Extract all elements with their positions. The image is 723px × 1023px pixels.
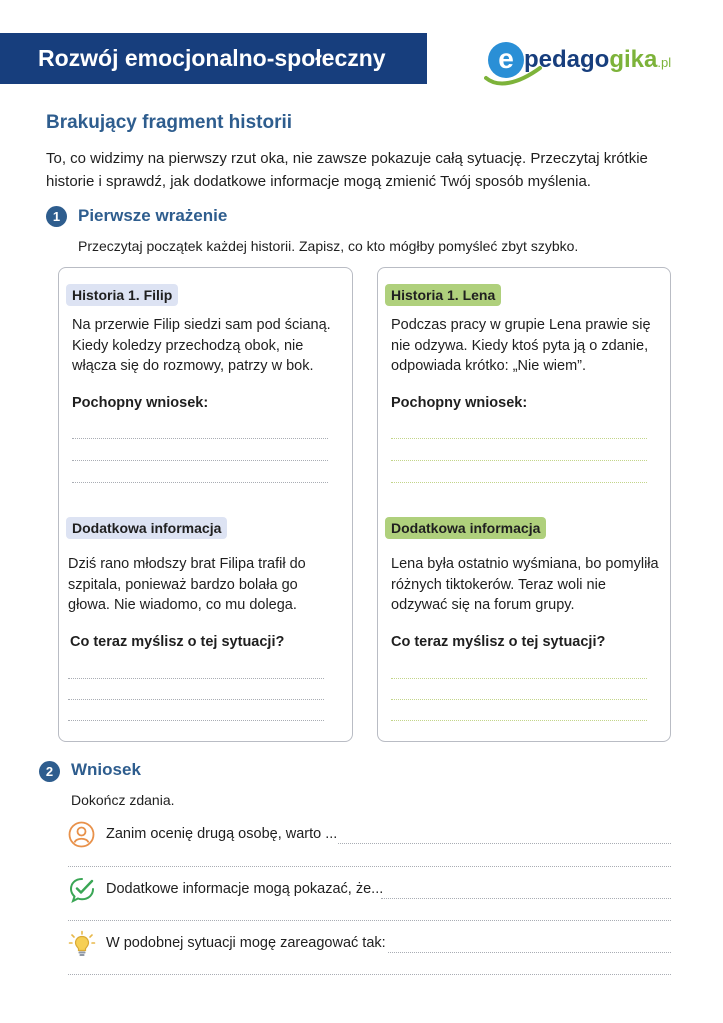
worksheet-title: Brakujący fragment historii [46, 112, 293, 133]
answer-line[interactable] [391, 460, 647, 461]
info-text: Dziś rano młodszy brat Filipa trafił do szpitala, ponieważ bardzo bolała go głowa. Nie wiadomo, co mu dolega. [68, 556, 306, 613]
sentence-prompt: Dodatkowe informacje mogą pokazać, że... [106, 881, 384, 897]
answer-line[interactable] [381, 898, 671, 899]
story-tag: Historia 1. Lena [385, 284, 501, 306]
info-tag: Dodatkowa informacja [66, 517, 227, 539]
epedagogika-logo [488, 36, 688, 84]
answer-line[interactable] [68, 699, 324, 700]
hasty-conclusion-label: Pochopny wniosek: [72, 395, 209, 411]
section-2-instruction: Dokończ zdania. [71, 792, 175, 808]
logo-letter: e [488, 42, 524, 78]
answer-line[interactable] [391, 482, 647, 483]
story-text: Na przerwie Filip siedzi sam pod ścianą. Kiedy koledzy przechodzą obok, nie włącza się do rozmowy, patrzy w bok. [72, 317, 331, 374]
answer-line[interactable] [72, 460, 328, 461]
logo-text-part1: pedago [524, 46, 610, 73]
answer-line[interactable] [68, 974, 671, 975]
check-chat-icon [68, 876, 96, 904]
header-title: Rozwój emocjonalno-społeczny [38, 45, 386, 71]
answer-line[interactable] [388, 952, 671, 953]
answer-line[interactable] [391, 678, 647, 679]
lightbulb-icon [68, 930, 96, 958]
person-icon [68, 821, 95, 848]
hasty-conclusion-label: Pochopny wniosek: [391, 395, 528, 411]
story-tag: Historia 1. Filip [66, 284, 178, 306]
logo-text-part2: gika [609, 46, 658, 73]
reflection-question: Co teraz myślisz o tej sytuacji? [70, 634, 285, 650]
answer-line[interactable] [68, 920, 671, 921]
sentence-prompt: Zanim ocenię drugą osobę, warto ... [106, 826, 338, 842]
logo-suffix: .pl [657, 55, 672, 70]
section-1-number: 1 [46, 206, 67, 227]
answer-line[interactable] [72, 482, 328, 483]
section-1-instruction: Przeczytaj początek każdej historii. Zapisz, co kto mógłby pomyśleć zbyt szybko. [78, 238, 579, 254]
logo-text [524, 46, 671, 74]
section-2-title: Wniosek [71, 760, 141, 779]
answer-line[interactable] [68, 720, 324, 721]
sentence-prompt: W podobnej sytuacji mogę zareagować tak: [106, 935, 386, 951]
section-1-title: Pierwsze wrażenie [78, 206, 228, 225]
header-bar [0, 33, 427, 84]
info-text: Lena była ostatnio wyśmiana, bo pomyliła różnych tiktokerów. Teraz woli nie odzywać się na forum grupy. [391, 556, 659, 613]
answer-line[interactable] [72, 438, 328, 439]
answer-line[interactable] [338, 843, 671, 844]
reflection-question: Co teraz myślisz o tej sytuacji? [391, 634, 606, 650]
story-text: Podczas pracy w grupie Lena prawie się nie odzywa. Kiedy ktoś pyta ją o zdanie, odpowiada krótko: „Nie wiem”. [391, 317, 651, 374]
section-2-number: 2 [39, 761, 60, 782]
answer-line[interactable] [68, 866, 671, 867]
answer-line[interactable] [391, 720, 647, 721]
answer-line[interactable] [391, 438, 647, 439]
info-tag: Dodatkowa informacja [385, 517, 546, 539]
answer-line[interactable] [68, 678, 324, 679]
worksheet-intro: To, co widzimy na pierwszy rzut oka, nie zawsze pokazuje całą sytuację. Przeczytaj krótkie historie i sprawdź, jak dodatkowe informacje mogą zmienić Twój sposób myślenia. [46, 150, 648, 190]
answer-line[interactable] [391, 699, 647, 700]
